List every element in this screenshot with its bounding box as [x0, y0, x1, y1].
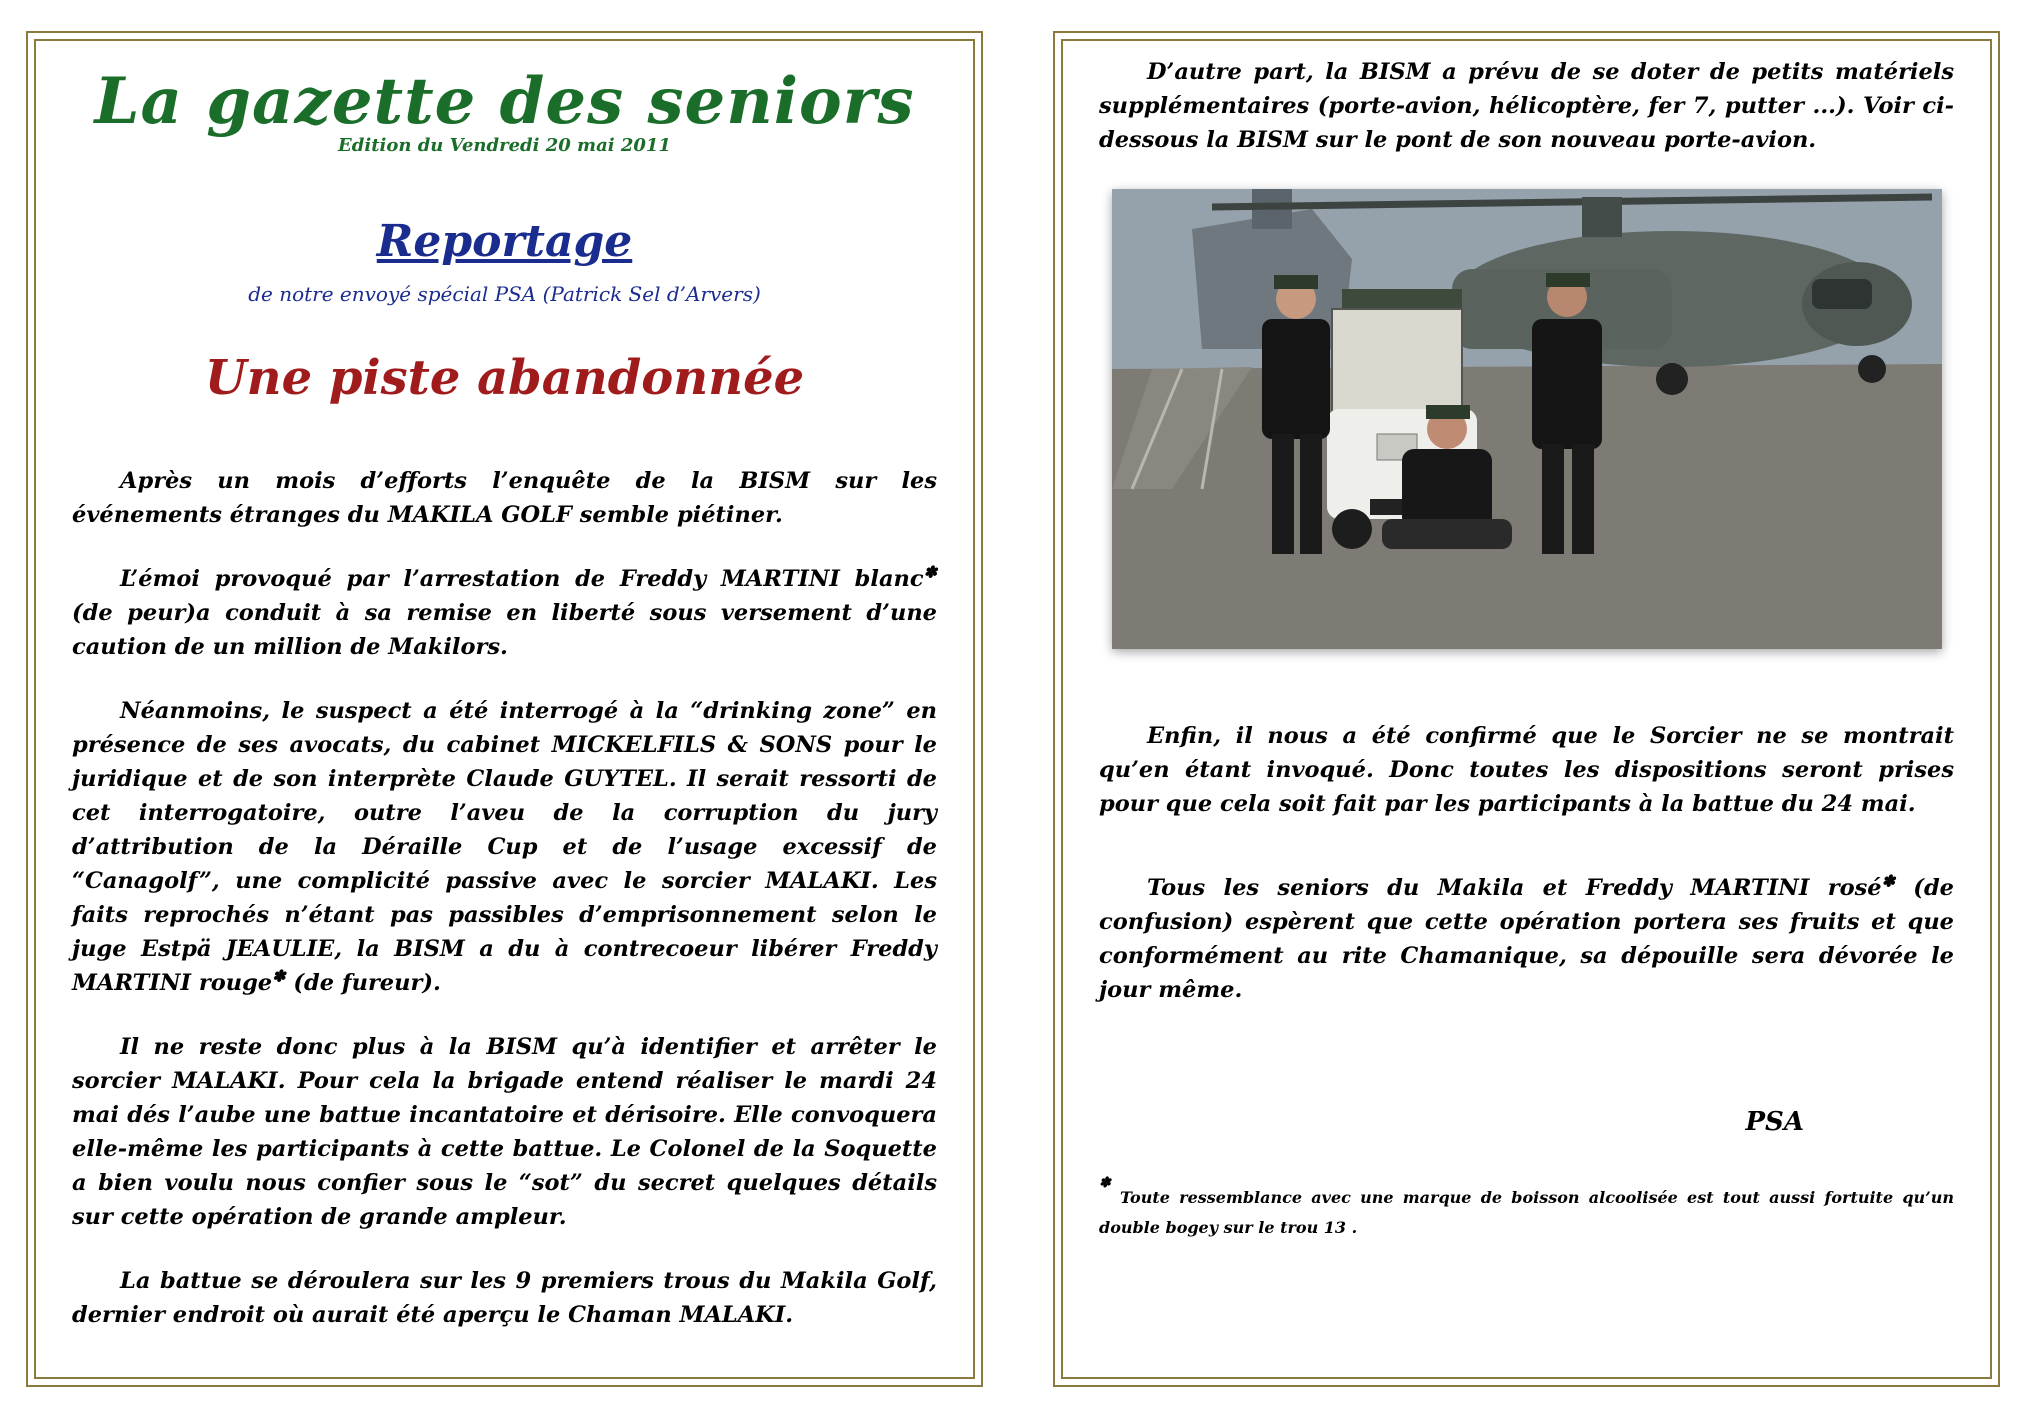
right-page [1053, 31, 2000, 1387]
paragraph-2-text-cont: (de peur)a conduit à sa remise en liberté sous versement d’une caution de un million de Makilors. [72, 600, 937, 660]
footnote [1099, 1175, 1955, 1243]
asterisk-icon: ✽ [923, 562, 937, 582]
paragraph-4: Il ne reste donc plus à la BISM qu’à identifier et arrêter le sorcier MALAKI. Pour cela la brigade entend réaliser le mardi 24 mai dés l’aube une battue incantatoire et dérisoire. Elle convoquera elle-même les participants à cette battue. Le Colonel de la Soquette a bien voulu nous confier sous le “sot” du secret quelques détails sur cette opération de grande ampleur. [72, 1034, 937, 1230]
edition-date: Edition du Vendredi 20 mai 2011 [338, 135, 671, 156]
author-signature: PSA [1745, 1107, 1804, 1137]
section-title: Reportage [376, 216, 633, 267]
article-headline: Une piste abandonnée [204, 350, 805, 406]
paragraph-3-text-cont: (de fureur). [285, 970, 441, 996]
paragraph-5: La battue se déroulera sur les 9 premiers trous du Makila Golf, dernier endroit où aurait été aperçu le Chaman MALAKI. [72, 1268, 937, 1328]
paragraph-2-text: L’émoi provoqué par l’arrestation de Freddy MARTINI blanc [120, 566, 924, 592]
asterisk-icon: ✽ [272, 966, 286, 986]
paragraph-3 [72, 694, 937, 1000]
asterisk-icon: ✽ [1881, 871, 1895, 891]
right-page-content [1099, 55, 1954, 1243]
footnote-text: Toute ressemblance avec une marque de boisson alcoolisée est tout aussi fortuite qu’un double bogey sur le trou 13 . [1099, 1188, 1955, 1237]
paragraph-right-1: D’autre part, la BISM a prévu de se doter de petits matériels supplémentaires (porte-avion, hélicoptère, fer 7, putter ...). Voir ci-dessous la BISM sur le pont de son nouveau porte-avion. [1099, 59, 1954, 153]
paragraph-right-3-text: Tous les seniors du Makila et Freddy MARTINI rosé [1147, 875, 1882, 901]
paragraph-right-2: Enfin, il nous a été confirmé que le Sorcier ne se montrait qu’en étant invoqué. Donc toutes les dispositions seront prises pour que cela soit fait par les participants à la battue du 24 mai. [1099, 723, 1954, 817]
left-page-inner-frame [34, 39, 975, 1379]
paragraph-1: Après un mois d’efforts l’enquête de la BISM sur les événements étranges du MAKILA GOLF semble piétiner. [72, 468, 937, 528]
helicopter-carrier-photo [1112, 189, 1942, 649]
asterisk-icon: ✽ [1099, 1175, 1111, 1191]
byline: de notre envoyé spécial PSA (Patrick Sel d’Arvers) [248, 282, 761, 306]
right-page-inner-frame [1061, 39, 1992, 1379]
paragraph-3-text: Néanmoins, le suspect a été interrogé à la “drinking zone” en présence de ses avocats, du cabinet MICKELFILS & SONS pour le juridique et de son interprète Claude GUYTEL. Il serait ressorti de cet interrogatoire, outre l’aveu de la corruption du jury d’attribution de la Déraille Cup et de l’usage excessif de “Canagolf”, une complicité passive avec le sorcier MALAKI. Les faits reprochés n’étant pas passibles d’emprisonnement selon le juge Estpä JEAULIE, la BISM a du à contrecoeur libérer Freddy MARTINI rouge [72, 698, 937, 996]
left-page [26, 31, 983, 1387]
paragraph-right-3 [1099, 871, 1954, 1007]
masthead-title: La gazette des seniors [94, 64, 915, 139]
paragraph-2 [72, 562, 937, 664]
left-page-content [72, 55, 937, 1332]
photo-illustration [1112, 189, 1942, 649]
paragraph-right-3-text-cont: (de confusion) espèrent que cette opération portera ses fruits et que conformément au rite Chamanique, sa dépouille sera dévorée le jour même. [1099, 875, 1955, 1003]
